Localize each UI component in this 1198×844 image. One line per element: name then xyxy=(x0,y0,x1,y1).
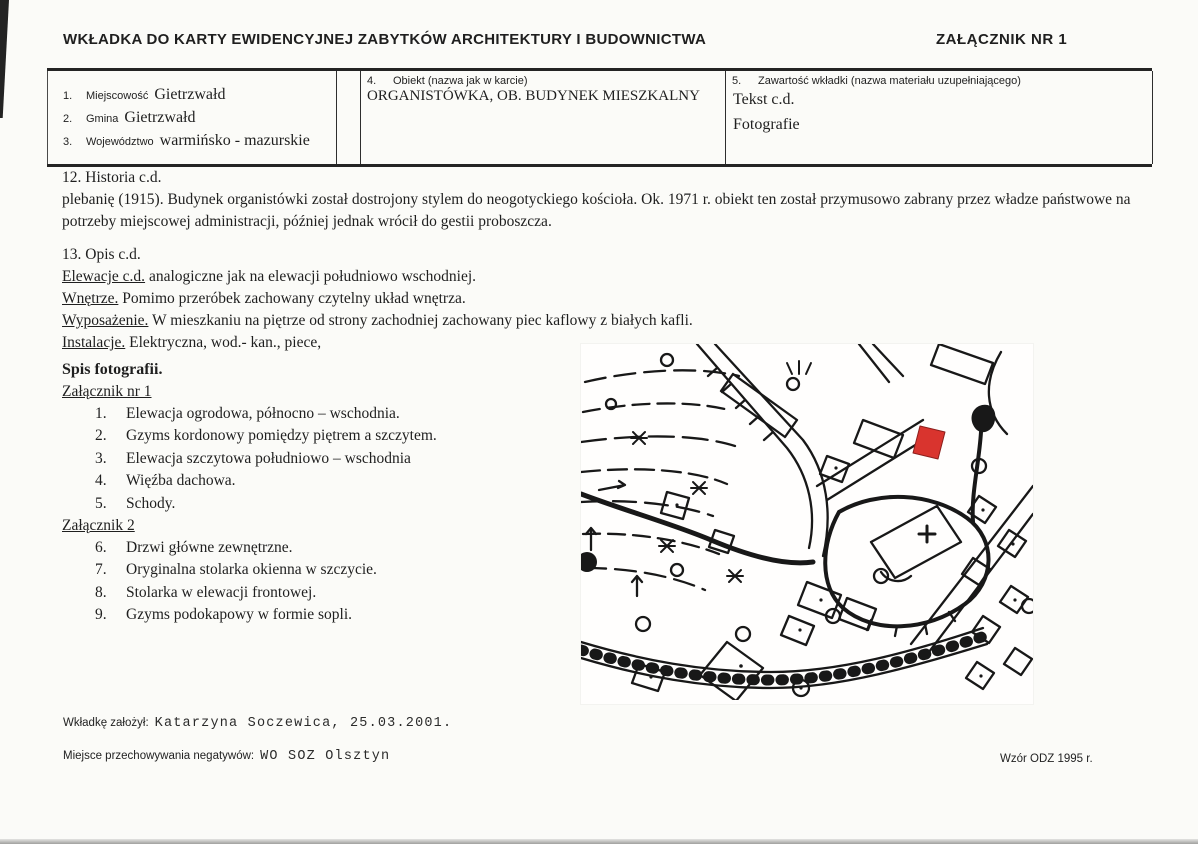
footer-created-by xyxy=(63,716,452,731)
section-description-heading: 13. Opis c.d. xyxy=(62,246,141,263)
photo-item xyxy=(95,559,582,581)
contents-line: Fotografie xyxy=(733,116,800,133)
document-title: WKŁADKA DO KARTY EWIDENCYJNEJ ZABYTKÓW ARCHITEKTURY I BUDOWNICTWA xyxy=(63,31,707,48)
photo-caption: Schody. xyxy=(126,494,176,512)
photo-caption: Więźba dachowa. xyxy=(126,472,236,490)
scan-edge-artifact xyxy=(0,0,9,118)
field-label: Obiekt (nazwa jak w karcie) xyxy=(393,75,528,87)
created-by-value: Katarzyna Soczewica, 25.03.2001. xyxy=(154,716,453,731)
photo-item xyxy=(95,604,582,626)
description-entry xyxy=(62,266,1140,288)
entry-text: analogiczne jak na elewacji południowo wschodniej. xyxy=(145,268,477,285)
photo-number: 3. xyxy=(95,449,107,467)
photo-number: 2. xyxy=(95,427,107,445)
photo-number: 1. xyxy=(95,405,107,422)
map-marker-red xyxy=(913,426,945,459)
cell-insert-contents xyxy=(725,71,1153,164)
photo-item xyxy=(95,425,582,447)
cell-object-name xyxy=(360,71,726,164)
created-by-label: Wkładkę założył: xyxy=(63,717,149,729)
photo-item xyxy=(95,448,582,470)
field-value: warmińsko - mazurskie xyxy=(159,132,310,149)
section-history xyxy=(62,167,1140,233)
negatives-label: Miejsce przechowywania negatywów: xyxy=(63,750,255,762)
field-value: Gietrzwałd xyxy=(154,86,226,103)
photo-number: 5. xyxy=(95,494,107,512)
footer-negatives-location xyxy=(63,749,390,764)
entry-term: Wnętrze. xyxy=(62,290,119,307)
entry-term: Elewacje c.d. xyxy=(62,268,146,285)
field-label: Gmina xyxy=(86,113,119,125)
photo-item xyxy=(95,537,582,559)
photo-group-title: Załącznik 2 xyxy=(62,517,135,535)
photo-caption: Stolarka w elewacji frontowej. xyxy=(126,583,317,601)
object-name-value: ORGANISTÓWKA, OB. BUDYNEK MIESZKALNY xyxy=(367,88,700,104)
cell-location-commune-voivodeship xyxy=(47,71,337,164)
annex-label: ZAŁĄCZNIK NR 1 xyxy=(936,31,1068,48)
photo-item xyxy=(95,403,582,425)
contents-line: Tekst c.d. xyxy=(733,91,795,108)
section-history-body: plebanię (1915). Budynek organistówki został dostrojony stylem do neogotyckiego kościoła. Ok. 1971 r. obiekt ten został przymusowo zabrany przez władze państwowe na potrzeby miejscowej administracji, później jednak wrócił do gestii proboszcza. xyxy=(62,191,1131,230)
negatives-value: WO SOZ Olsztyn xyxy=(260,749,391,764)
field-number: 1. xyxy=(63,90,73,102)
entry-text: Elektryczna, wod.- kan., piece, xyxy=(125,334,322,351)
photo-number: 7. xyxy=(95,561,107,579)
site-plan-map-photo xyxy=(581,344,1033,704)
photo-caption: Gzyms kordonowy pomiędzy piętrem a szczytem. xyxy=(126,427,437,445)
field-number: 5. xyxy=(732,75,742,87)
section-description xyxy=(62,244,1140,354)
photo-caption: Elewacja ogrodowa, północno – wschodnia. xyxy=(126,405,400,422)
field-label: Województwo xyxy=(86,136,154,148)
section-photo-list xyxy=(62,359,582,627)
photo-group-title: Załącznik nr 1 xyxy=(62,383,152,400)
header-form-table xyxy=(47,68,1152,167)
photo-number: 9. xyxy=(95,606,107,624)
description-entry xyxy=(62,310,1140,332)
field-value: Gietrzwałd xyxy=(124,109,196,126)
photo-number: 8. xyxy=(95,583,107,601)
field-number: 3. xyxy=(63,136,73,148)
field-commune xyxy=(48,107,336,130)
site-plan-drawing xyxy=(581,344,1033,700)
section-history-heading: 12. Historia c.d. xyxy=(62,169,162,186)
photo-number: 6. xyxy=(95,539,107,557)
field-label: Zawartość wkładki (nazwa materiału uzupełniającego) xyxy=(758,75,1021,87)
field-voivodeship xyxy=(48,130,336,153)
scan-bottom-edge xyxy=(0,839,1198,844)
entry-text: W mieszkaniu na piętrze od strony zachodniej zachowany piec kaflowy z białych kafli. xyxy=(148,312,693,329)
field-label: Miejscowość xyxy=(86,90,149,102)
photo-caption: Elewacja szczytowa południowo – wschodnia xyxy=(126,449,411,467)
photo-list-heading: Spis fotografii. xyxy=(62,361,163,378)
entry-text: Pomimo przeróbek zachowany czytelny układ wnętrza. xyxy=(118,290,466,307)
photo-item xyxy=(95,470,582,492)
field-number: 2. xyxy=(63,113,73,125)
field-number: 4. xyxy=(367,75,377,87)
photo-caption: Drzwi główne zewnętrzne. xyxy=(126,539,293,557)
entry-term: Wyposażenie. xyxy=(62,312,149,329)
photo-number: 4. xyxy=(95,472,107,490)
field-location xyxy=(48,84,336,107)
entry-term: Instalacje. xyxy=(62,334,126,351)
photo-caption: Gzyms podokapowy w formie sopli. xyxy=(126,606,353,624)
photo-item xyxy=(95,582,582,604)
description-entry xyxy=(62,288,1140,310)
photo-item xyxy=(95,493,582,515)
photo-caption: Oryginalna stolarka okienna w szczycie. xyxy=(126,561,377,579)
form-template-note: Wzór ODZ 1995 r. xyxy=(1000,753,1093,765)
